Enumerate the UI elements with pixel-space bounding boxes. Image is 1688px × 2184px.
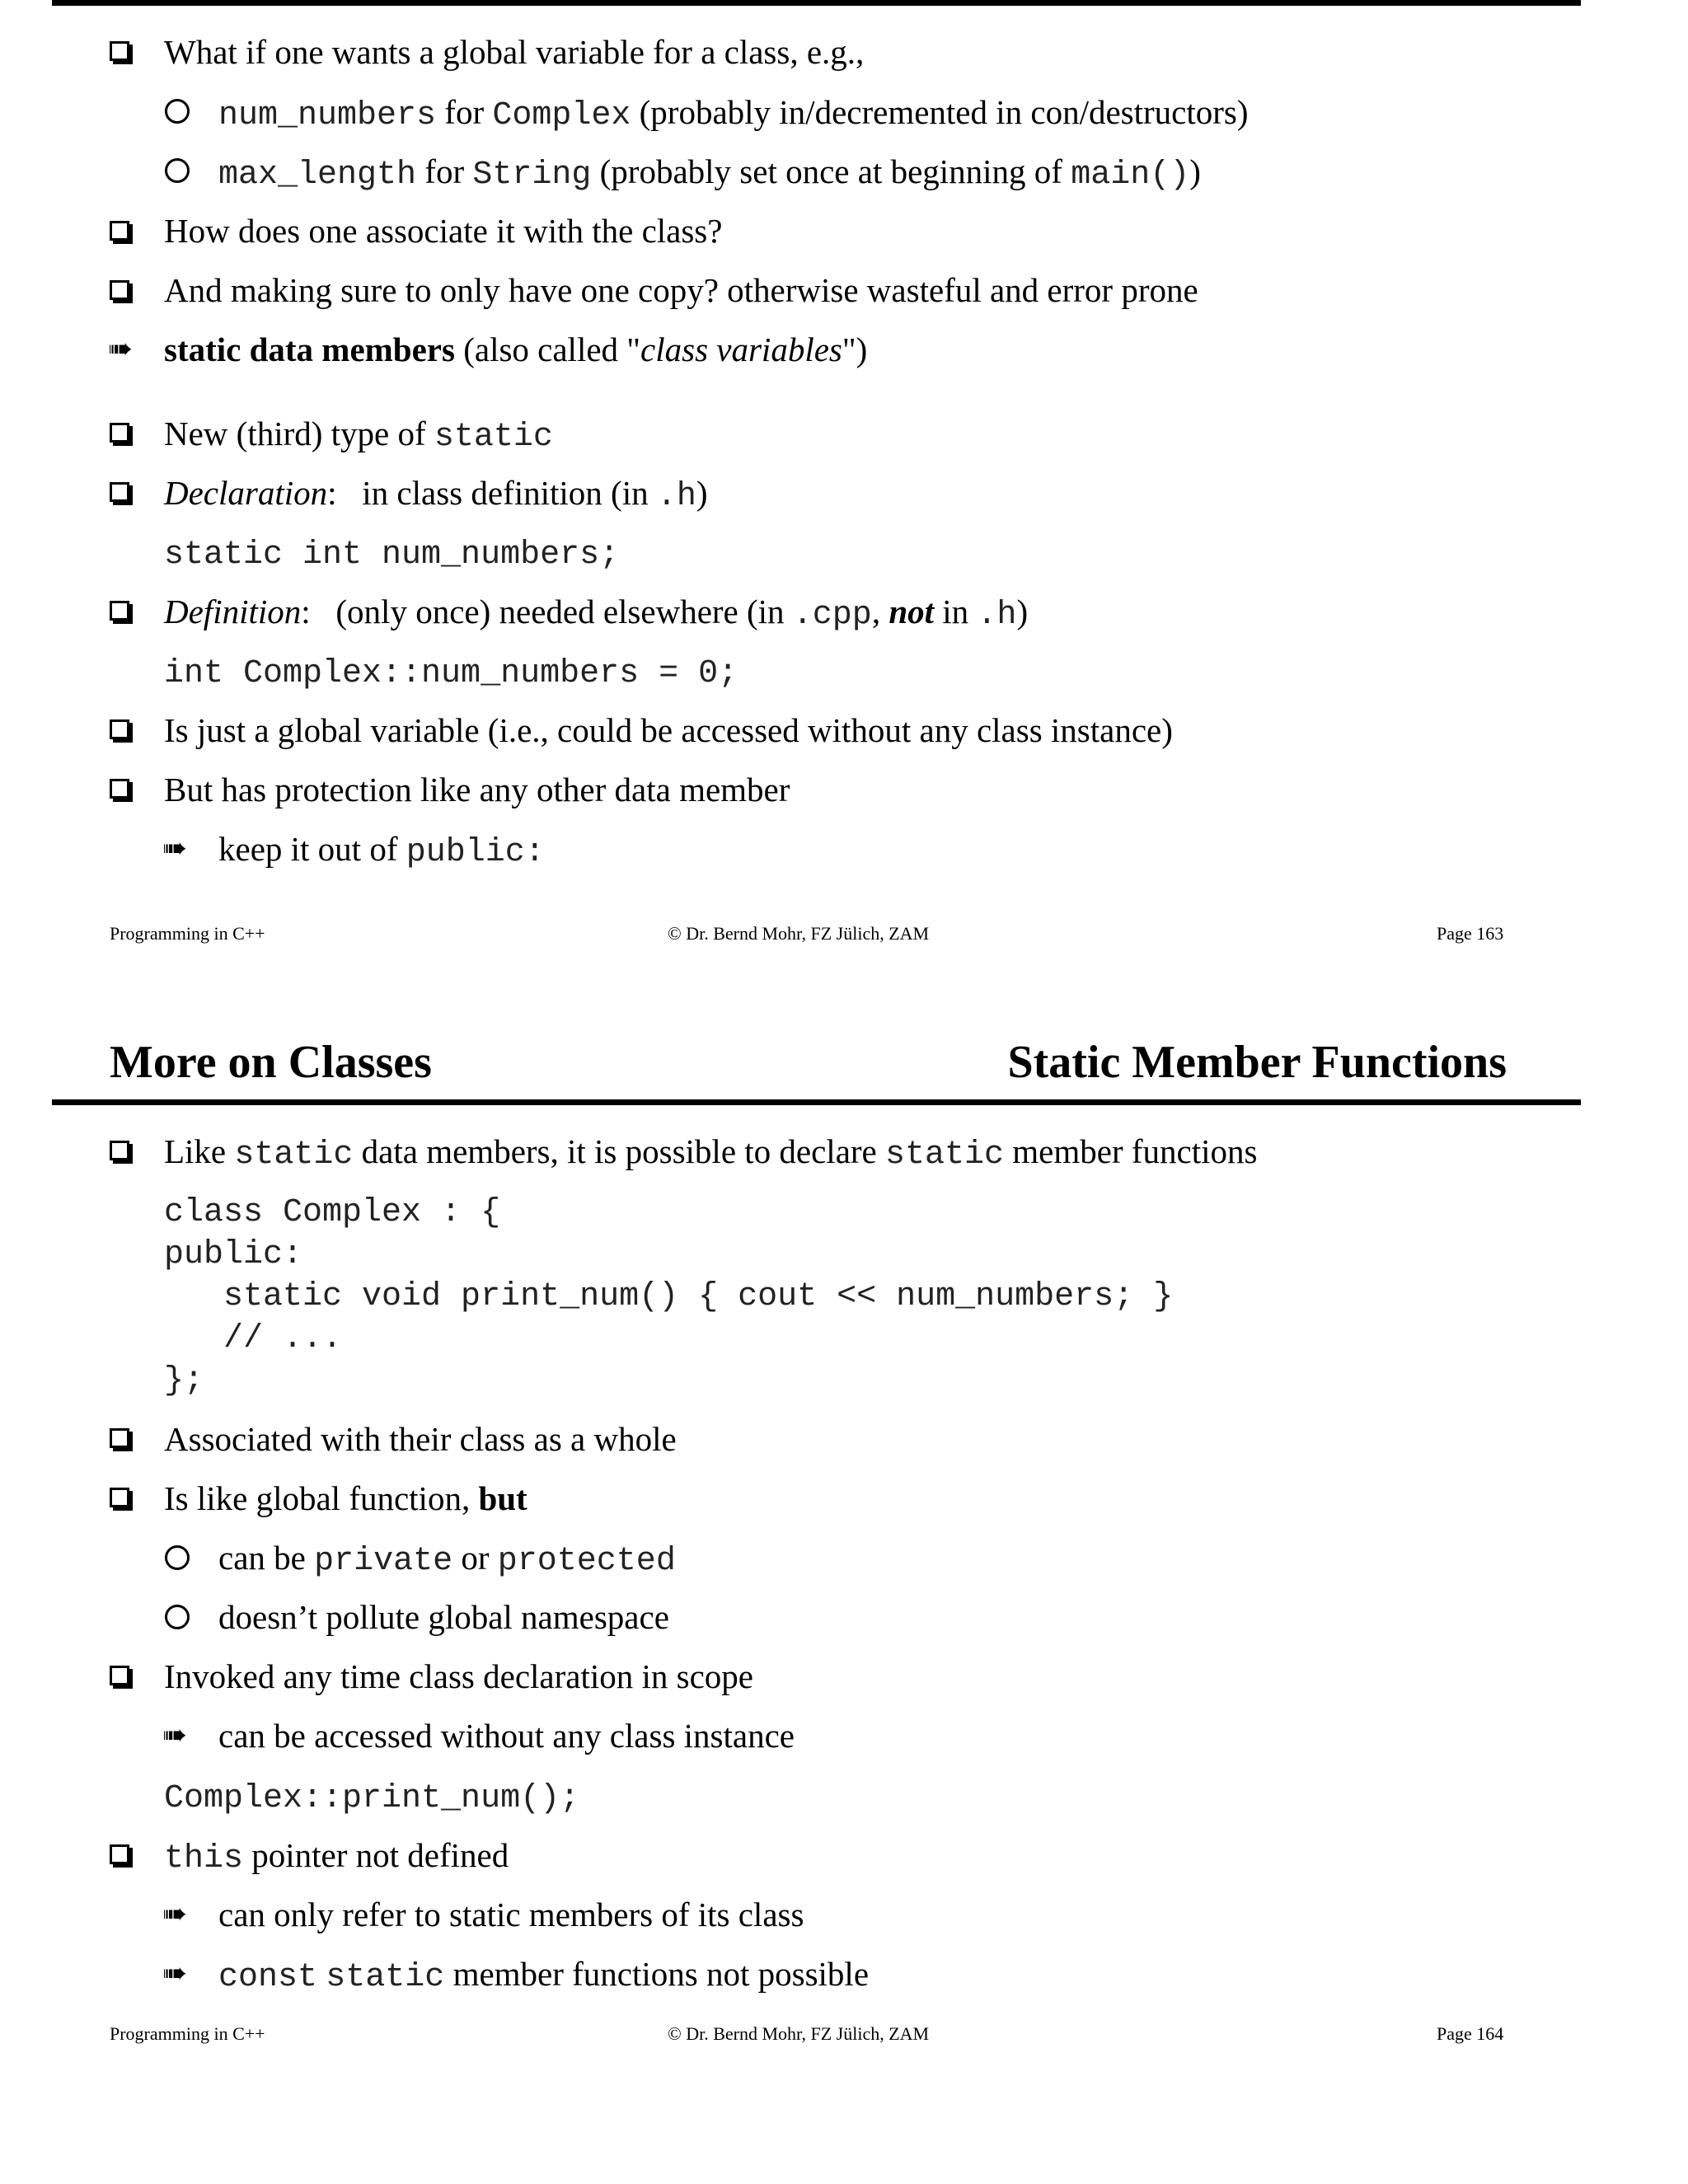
circle-bullet-icon	[165, 1545, 190, 1570]
footer-left: Programming in C++	[110, 923, 265, 944]
bullet-text: Declaration: in class definition (in .h)	[164, 474, 708, 515]
bullet-text: What if one wants a global variable for a class, e.g.,	[164, 33, 865, 71]
square-bullet-icon	[110, 1488, 129, 1507]
sub-bullet-text: can be private or protected	[218, 1539, 676, 1580]
square-bullet-icon	[110, 779, 129, 799]
bullet-text: Is just a global variable (i.e., could be accessed without any class instance)	[164, 711, 1173, 749]
bullet-text: Definition: (only once) needed elsewhere (in .cpp, not in .h)	[164, 593, 1029, 634]
sub-bullet-text: num_numbers for Complex (probably in/decremented in con/destructors)	[218, 93, 1249, 134]
bullet-text: Is like global function, but	[164, 1479, 528, 1517]
bullet-text: Like static data members, it is possible to declare static member functions	[164, 1132, 1258, 1174]
bullet-text: But has protection like any other data member	[164, 771, 790, 808]
square-bullet-icon	[110, 423, 129, 443]
square-bullet-icon	[110, 41, 129, 61]
circle-bullet-icon	[165, 99, 190, 124]
footer-center: © Dr. Bernd Mohr, FZ Jülich, ZAM	[668, 2023, 930, 2044]
code-call: Complex::print_num();	[164, 1780, 580, 1817]
page-title-right: Static Member Functions	[1007, 1037, 1507, 1088]
footer-right: Page 164	[1437, 2023, 1504, 2044]
page-title-left: More on Classes	[110, 1037, 432, 1088]
header-rule	[52, 1099, 1581, 1105]
bullet-text: How does one associate it with the class?	[164, 212, 723, 250]
bullet-text: And making sure to only have one copy? otherwise wasteful and error prone	[164, 271, 1198, 309]
footer-right: Page 163	[1437, 923, 1504, 944]
sub-bullet-text: doesn’t pollute global namespace	[218, 1598, 669, 1636]
arrow-bullet-icon: ➠	[162, 832, 185, 865]
square-bullet-icon	[110, 221, 129, 241]
square-bullet-icon	[110, 280, 129, 300]
header-rule	[52, 0, 1581, 6]
footer-left: Programming in C++	[110, 2023, 265, 2044]
circle-bullet-icon	[165, 158, 190, 183]
arrow-text: const static member functions not possible	[218, 1955, 870, 1996]
bullet-text: this pointer not defined	[164, 1836, 509, 1877]
square-bullet-icon	[110, 1428, 129, 1448]
square-bullet-icon	[110, 719, 129, 739]
code-block-class: class Complex : { public: static void print_num() { cout << num_numbers; } // ... };	[164, 1194, 1174, 1399]
bullet-text: Associated with their class as a whole	[164, 1420, 677, 1458]
arrow-text: can be accessed without any class instance	[218, 1717, 795, 1755]
arrow-text: keep it out of public:	[218, 830, 545, 871]
circle-bullet-icon	[165, 1605, 190, 1629]
footer-center: © Dr. Bernd Mohr, FZ Jülich, ZAM	[668, 923, 930, 944]
arrow-text: can only refer to static members of its class	[218, 1896, 804, 1933]
square-bullet-icon	[110, 1666, 129, 1685]
arrow-bullet-icon: ➠	[162, 1897, 185, 1931]
arrow-text: static data members (also called "class variables")	[164, 330, 868, 368]
arrow-bullet-icon: ➠	[108, 332, 131, 366]
sub-bullet-text: max_length for String (probably set once at beginning of main())	[218, 152, 1201, 194]
bullet-text: New (third) type of static	[164, 415, 553, 456]
bullet-text: Invoked any time class declaration in scope	[164, 1657, 753, 1695]
square-bullet-icon	[110, 482, 129, 502]
code-definition: int Complex::num_numbers = 0;	[164, 655, 738, 692]
square-bullet-icon	[110, 1141, 129, 1160]
arrow-bullet-icon: ➠	[162, 1957, 185, 1990]
square-bullet-icon	[110, 1844, 129, 1864]
square-bullet-icon	[110, 601, 129, 621]
code-declaration: static int num_numbers;	[164, 537, 620, 574]
arrow-bullet-icon: ➠	[162, 1718, 185, 1752]
